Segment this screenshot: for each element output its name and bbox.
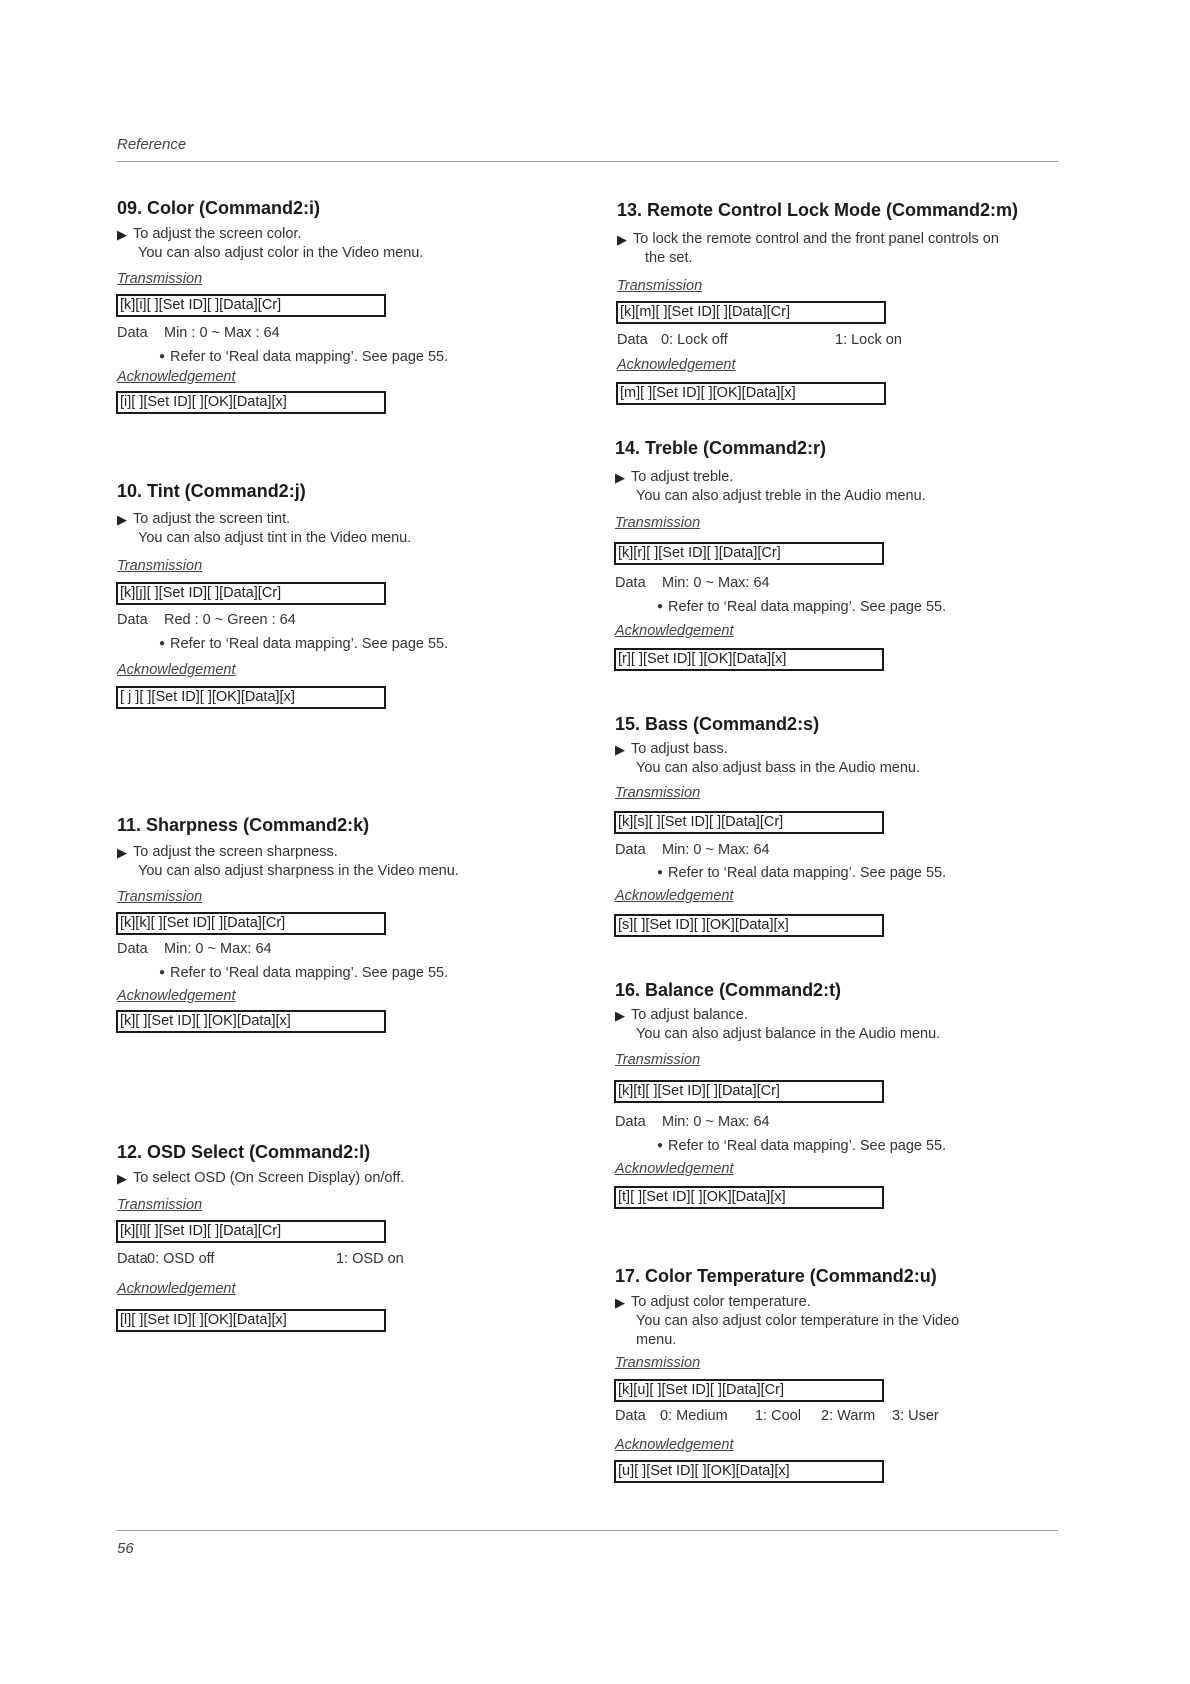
bullet-icon: ● [657, 867, 664, 878]
arrow-icon: ▶ [117, 1171, 127, 1186]
transmission-command: [k][t][ ][Set ID][ ][Data][Cr] [614, 1080, 884, 1103]
section-title: 11. Sharpness (Command2:k) [117, 815, 370, 835]
arrow-icon: ▶ [615, 1295, 625, 1310]
acknowledgement-label: Acknowledgement [615, 1161, 734, 1177]
data-row: Data 0: OSD off 1: OSD on [117, 1251, 404, 1267]
data-row: Data 0: Medium 1: Cool 2: Warm 3: User [615, 1408, 939, 1424]
bullet-icon: ● [657, 1140, 664, 1151]
transmission-command: [k][j][ ][Set ID][ ][Data][Cr] [116, 582, 386, 605]
note: ● Refer to ‘Real data mapping’. See page 55. [159, 349, 449, 365]
transmission-command: [k][u][ ][Set ID][ ][Data][Cr] [614, 1379, 884, 1402]
arrow-icon: ▶ [117, 512, 127, 527]
acknowledgement-command: [ j ][ ][Set ID][ ][OK][Data][x] [116, 686, 386, 709]
section-title: 09. Color (Command2:i) [117, 198, 321, 218]
acknowledgement-label: Acknowledgement [615, 888, 734, 904]
data-row: Data Min: 0 ~ Max: 64 [117, 941, 272, 957]
acknowledgement-command: [k][ ][Set ID][ ][OK][Data][x] [116, 1010, 386, 1033]
section-title: 17. Color Temperature (Command2:u) [615, 1266, 937, 1286]
transmission-label: Transmission [617, 278, 703, 294]
transmission-command: [k][r][ ][Set ID][ ][Data][Cr] [614, 542, 884, 565]
arrow-icon: ▶ [615, 742, 625, 757]
section-description: ▶ To select OSD (On Screen Display) on/off. [117, 1170, 405, 1186]
data-row: Data Min: 0 ~ Max: 64 [615, 842, 770, 858]
bullet-icon: ● [159, 351, 166, 362]
acknowledgement-command: [r][ ][Set ID][ ][OK][Data][x] [614, 648, 884, 671]
section-description: ▶ To adjust color temperature. You can also adjust color temperature in the Video menu. [615, 1294, 960, 1348]
section-title: 15. Bass (Command2:s) [615, 714, 820, 734]
acknowledgement-command: [m][ ][Set ID][ ][OK][Data][x] [616, 382, 886, 405]
footer-rule [117, 1530, 1058, 1531]
data-row: Data Min : 0 ~ Max : 64 [117, 325, 280, 341]
data-row: Data Red : 0 ~ Green : 64 [117, 612, 296, 628]
transmission-label: Transmission [117, 558, 203, 574]
data-row: Data Min: 0 ~ Max: 64 [615, 1114, 770, 1130]
acknowledgement-label: Acknowledgement [615, 623, 734, 639]
section-title: 10. Tint (Command2:j) [117, 481, 306, 501]
transmission-command: [k][s][ ][Set ID][ ][Data][Cr] [614, 811, 884, 834]
transmission-command: [k][k][ ][Set ID][ ][Data][Cr] [116, 912, 386, 935]
section-description: ▶ To adjust treble. You can also adjust treble in the Audio menu. [615, 469, 926, 504]
arrow-icon: ▶ [117, 227, 127, 242]
section-description: ▶ To adjust the screen tint. You can also adjust tint in the Video menu. [117, 511, 412, 546]
section-description: ▶ To adjust bass. You can also adjust bass in the Audio menu. [615, 741, 921, 776]
note: ● Refer to ‘Real data mapping’. See page 55. [159, 636, 449, 652]
acknowledgement-command: [i][ ][Set ID][ ][OK][Data][x] [116, 391, 386, 414]
transmission-label: Transmission [615, 1052, 701, 1068]
page-number: 56 [117, 1540, 134, 1557]
section-description: ▶ To adjust the screen color. You can also adjust color in the Video menu. [117, 226, 424, 261]
section-title: 16. Balance (Command2:t) [615, 980, 842, 1000]
bullet-icon: ● [657, 601, 664, 612]
data-row: Data Min: 0 ~ Max: 64 [615, 575, 770, 591]
acknowledgement-command: [t][ ][Set ID][ ][OK][Data][x] [614, 1186, 884, 1209]
arrow-icon: ▶ [117, 845, 127, 860]
acknowledgement-label: Acknowledgement [117, 662, 236, 678]
header-label: Reference [117, 136, 187, 153]
transmission-label: Transmission [117, 1197, 203, 1213]
transmission-label: Transmission [615, 785, 701, 801]
acknowledgement-label: Acknowledgement [117, 369, 236, 385]
section-title: 12. OSD Select (Command2:l) [117, 1142, 371, 1162]
acknowledgement-command: [l][ ][Set ID][ ][OK][Data][x] [116, 1309, 386, 1332]
bullet-icon: ● [159, 638, 166, 649]
transmission-command: [k][l][ ][Set ID][ ][Data][Cr] [116, 1220, 386, 1243]
note: ● Refer to ‘Real data mapping’. See page 55. [657, 865, 947, 881]
data-row: Data 0: Lock off 1: Lock on [617, 332, 902, 348]
acknowledgement-label: Acknowledgement [117, 1281, 236, 1297]
arrow-icon: ▶ [615, 470, 625, 485]
bullet-icon: ● [159, 967, 166, 978]
section-title: 14. Treble (Command2:r) [615, 438, 827, 458]
section-description: ▶ To adjust the screen sharpness. You can also adjust sharpness in the Video menu. [117, 844, 459, 879]
transmission-command: [k][m][ ][Set ID][ ][Data][Cr] [616, 301, 886, 324]
transmission-label: Transmission [615, 1355, 701, 1371]
transmission-label: Transmission [117, 271, 203, 287]
arrow-icon: ▶ [617, 232, 627, 247]
transmission-label: Transmission [117, 889, 203, 905]
section-description: ▶ To lock the remote control and the front panel controls on the set. [617, 231, 999, 266]
note: ● Refer to ‘Real data mapping’. See page 55. [159, 965, 449, 981]
note: ● Refer to ‘Real data mapping’. See page 55. [657, 599, 947, 615]
transmission-command: [k][i][ ][Set ID][ ][Data][Cr] [116, 294, 386, 317]
acknowledgement-label: Acknowledgement [117, 988, 236, 1004]
transmission-label: Transmission [615, 515, 701, 531]
acknowledgement-label: Acknowledgement [615, 1437, 734, 1453]
acknowledgement-command: [s][ ][Set ID][ ][OK][Data][x] [614, 914, 884, 937]
note: ● Refer to ‘Real data mapping’. See page 55. [657, 1138, 947, 1154]
acknowledgement-command: [u][ ][Set ID][ ][OK][Data][x] [614, 1460, 884, 1483]
acknowledgement-label: Acknowledgement [617, 357, 736, 373]
section-title: 13. Remote Control Lock Mode (Command2:m) [617, 200, 1019, 220]
header-rule [117, 161, 1058, 162]
section-description: ▶ To adjust balance. You can also adjust balance in the Audio menu. [615, 1007, 941, 1042]
arrow-icon: ▶ [615, 1008, 625, 1023]
